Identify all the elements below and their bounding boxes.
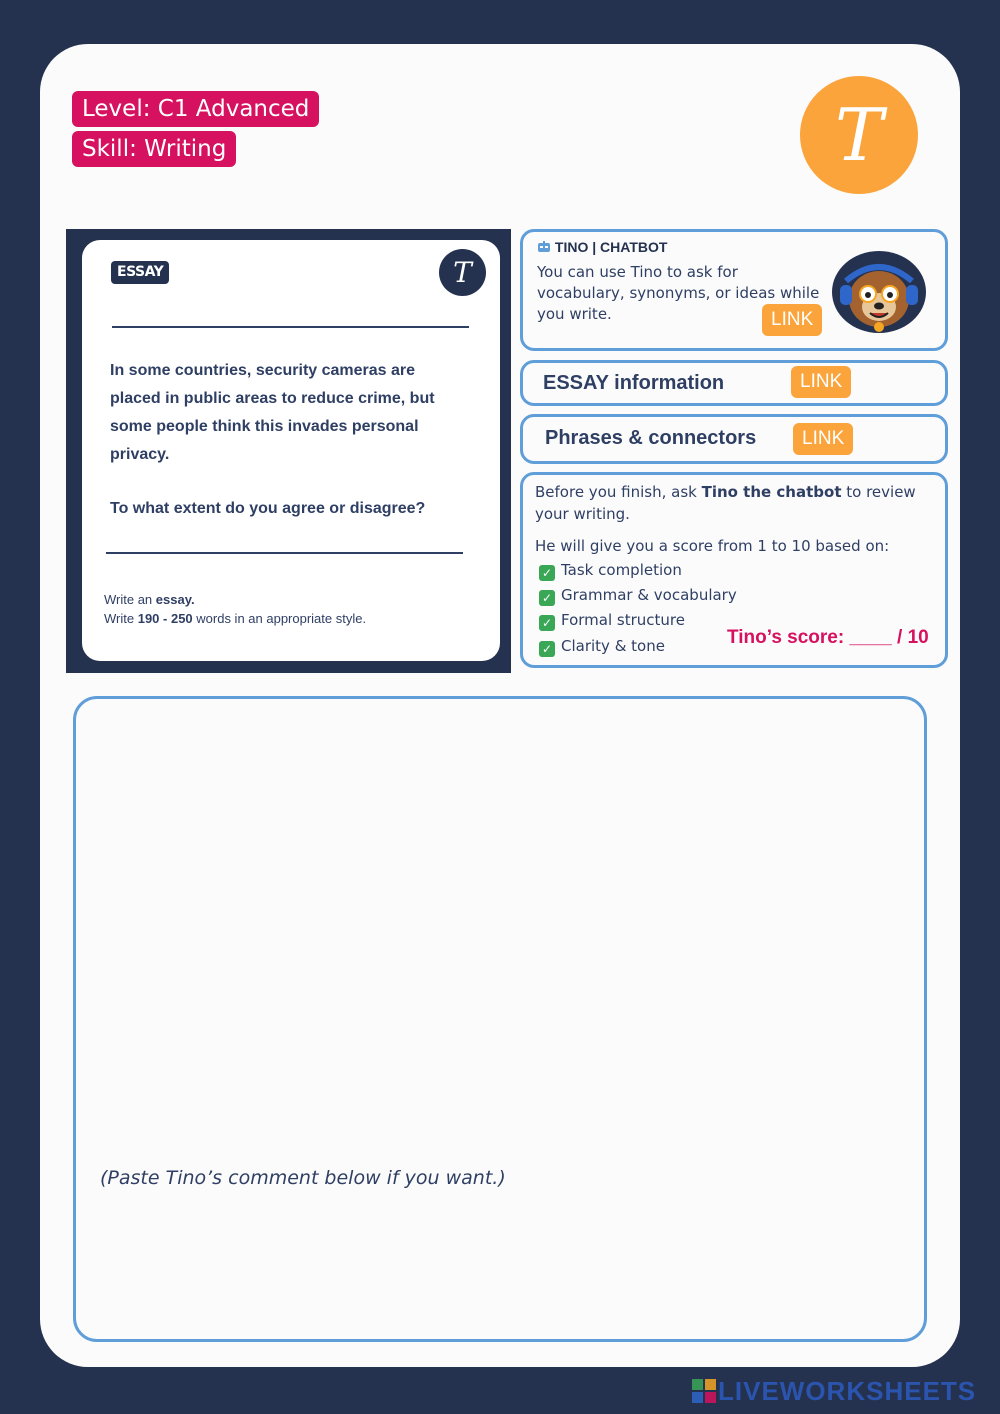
word-count-range: 190 - 250: [137, 611, 193, 626]
chatbot-link-button[interactable]: LINK: [762, 304, 822, 336]
review-text-bold: Tino the chatbot: [701, 483, 842, 501]
review-instruction: [535, 481, 930, 525]
chatbot-description: You can use Tino to ask for vocabulary, synonyms, or ideas while you write.: [537, 263, 820, 323]
essay-question: To what extent do you agree or disagree?: [110, 500, 426, 517]
watermark-text: LIVEWORKSHEETS: [718, 1376, 977, 1406]
brand-logo: T: [800, 76, 918, 194]
divider: [106, 552, 463, 554]
tino-mascot-avatar: [832, 251, 926, 333]
check-box-icon: ✓: [539, 615, 555, 631]
instruction-bold: essay.: [155, 592, 195, 607]
skill-tag: Skill: Writing: [72, 131, 236, 167]
instruction-text: words in an appropriate style.: [192, 611, 367, 626]
essay-info-label: ESSAY information: [543, 372, 725, 394]
robot-icon: [537, 241, 551, 253]
divider: [112, 326, 469, 328]
liveworksheets-logo-icon: [692, 1379, 716, 1403]
check-box-icon: ✓: [539, 641, 555, 657]
score-intro: He will give you a score from 1 to 10 based on:: [535, 537, 890, 555]
essay-badge: ESSAY: [111, 261, 169, 284]
instruction-text: Write: [104, 611, 138, 626]
instruction-text: Write an: [104, 592, 156, 607]
tino-score-field[interactable]: Tino’s score: ____ / 10: [727, 627, 929, 648]
check-box-icon: ✓: [539, 565, 555, 581]
phrases-link-button[interactable]: LINK: [793, 423, 853, 455]
chatbot-title-text: TINO | CHATBOT: [554, 239, 668, 255]
review-text: to review your writing.: [535, 483, 916, 523]
check-box-icon: ✓: [539, 590, 555, 606]
criteria-item: [539, 586, 737, 606]
review-text: Before you finish, ask: [535, 483, 702, 501]
phrases-label: Phrases & connectors: [545, 427, 757, 449]
criteria-label: Grammar & vocabulary: [561, 586, 737, 604]
criteria-item: [539, 561, 682, 581]
paste-comment-note: (Paste Tino’s comment below if you want.): [100, 1167, 506, 1189]
criteria-item: [539, 637, 665, 657]
criteria-label: Formal structure: [561, 611, 685, 629]
essay-card-logo: T: [439, 249, 486, 296]
criteria-label: Task completion: [561, 561, 682, 579]
liveworksheets-watermark: [692, 1376, 976, 1404]
essay-instruction-length: [104, 611, 366, 626]
essay-answer-area[interactable]: [73, 696, 927, 1342]
essay-prompt: In some countries, security cameras are placed in public areas to reduce crime, but some people think this invades personal privacy.: [110, 362, 435, 463]
essay-info-link-button[interactable]: LINK: [791, 366, 851, 398]
essay-instruction-type: [104, 592, 195, 607]
level-tag: Level: C1 Advanced: [72, 91, 319, 127]
chatbot-title: [537, 239, 667, 255]
criteria-item: [539, 611, 685, 631]
criteria-label: Clarity & tone: [561, 637, 665, 655]
